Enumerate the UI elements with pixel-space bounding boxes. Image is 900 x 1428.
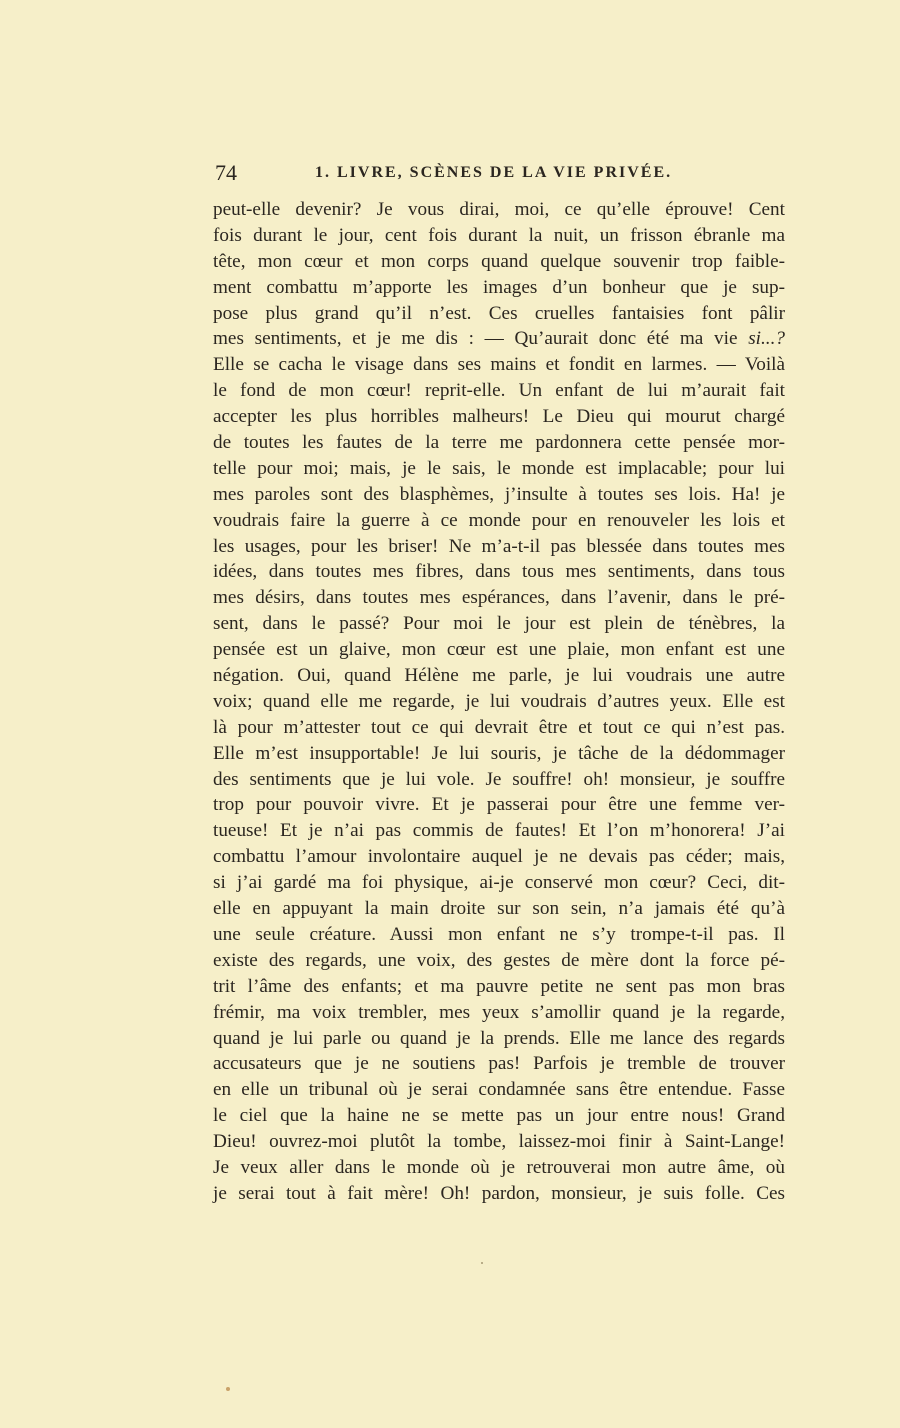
text-line-content: fois durant le jour, cent fois durant la nuit, un frisson ébranle ma [213, 224, 785, 246]
text-line [213, 1155, 785, 1181]
text-line-content: trop pour pouvoir vivre. Et je passerai pour être une femme ver- [213, 794, 785, 816]
text-line [213, 197, 785, 223]
text-line [213, 767, 785, 793]
text-line [213, 948, 785, 974]
text-line [213, 1026, 785, 1052]
text-line-content: combattu l’amour involontaire auquel je ne devais pas céder; mais, [213, 846, 785, 868]
paper-speck [481, 1262, 483, 1264]
text-line-content: les usages, pour les briser! Ne m’a-t-il pas blessée dans toutes mes [213, 535, 785, 557]
text-line [213, 637, 785, 663]
text-line [213, 275, 785, 301]
text-line [213, 818, 785, 844]
text-line [213, 663, 785, 689]
text-line-content: pose plus grand qu’il n’est. Ces cruelles fantaisies font pâlir [213, 302, 785, 324]
text-line [213, 404, 785, 430]
text-line-content: le fond de mon cœur! reprit-elle. Un enfant de lui m’aurait fait [213, 380, 785, 402]
page-number: 74 [215, 160, 237, 185]
italic-text: si...? [748, 328, 785, 350]
text-line [213, 534, 785, 560]
text-line [213, 792, 785, 818]
text-line [213, 1129, 785, 1155]
text-line-content: en elle un tribunal où je serai condamnée sans être entendue. Fasse [213, 1079, 785, 1101]
text-line [213, 249, 785, 275]
text-line [213, 456, 785, 482]
text-line-content: existe des regards, une voix, des gestes de mère dont la force pé- [213, 949, 785, 971]
text-line [213, 585, 785, 611]
text-line-content: accusateurs que je ne soutiens pas! Parfois je tremble de trouver [213, 1053, 785, 1075]
text-line-content: mes paroles sont des blasphèmes, j’insulte à toutes ses lois. Ha! je [213, 483, 785, 505]
text-line-content: Je veux aller dans le monde où je retrouverai mon autre âme, où [213, 1156, 785, 1178]
text-line-content: négation. Oui, quand Hélène me parle, je lui voudrais une autre [213, 665, 785, 687]
text-line-content: Elle m’est insupportable! Je lui souris, je tâche de la dédommager [213, 742, 785, 764]
text-line [213, 974, 785, 1000]
text-line [213, 741, 785, 767]
text-line-content: telle pour moi; mais, je le sais, le monde est implacable; pour lui [213, 457, 785, 479]
text-line [213, 844, 785, 870]
text-line-content: idées, dans toutes mes fibres, dans tous mes sentiments, dans tous [213, 561, 785, 583]
text-line [213, 1077, 785, 1103]
text-line-content: une seule créature. Aussi mon enfant ne s’y trompe-t-il pas. Il [213, 923, 785, 945]
text-line [213, 508, 785, 534]
text-line-content: mes sentiments, et je me dis : — Qu’aurait donc été ma vie [213, 328, 749, 350]
text-line-content: peut-elle devenir? Je vous dirai, moi, ce qu’elle éprouve! Cent [213, 199, 785, 220]
text-line-content: voix; quand elle me regarde, je lui voudrais d’autres yeux. Elle est [213, 690, 785, 712]
text-line-content: mes désirs, dans toutes mes espérances, dans l’avenir, dans le pré- [213, 587, 785, 609]
text-line-content: des sentiments que je lui vole. Je souffre! oh! monsieur, je souffre [213, 768, 785, 790]
running-title: 1. LIVRE, SCÈNES DE LA VIE PRIVÉE. [315, 164, 673, 181]
text-line [213, 1000, 785, 1026]
text-line-content: elle en appuyant la main droite sur son sein, n’a jamais été qu’à [213, 898, 785, 920]
text-line-content: frémir, ma voix trembler, mes yeux s’amollir quand je la regarde, [213, 1001, 785, 1023]
text-line [213, 223, 785, 249]
text-line-content: si j’ai gardé ma foi physique, ai-je conservé mon cœur? Ceci, dit- [213, 872, 785, 894]
text-line-content: quand je lui parle ou quand je la prends. Elle me lance des regards [213, 1027, 785, 1049]
text-line-content: sent, dans le passé? Pour moi le jour est plein de ténèbres, la [213, 613, 785, 635]
paper-stain [226, 1387, 230, 1391]
text-line [213, 1103, 785, 1129]
text-line-content: trit l’âme des enfants; et ma pauvre petite ne sent pas mon bras [213, 975, 785, 997]
text-line-content: Elle se cacha le visage dans ses mains et fondit en larmes. — Voilà [213, 354, 785, 376]
text-line [213, 352, 785, 378]
text-line [213, 482, 785, 508]
text-line [213, 689, 785, 715]
text-line-content: là pour m’attester tout ce qui devrait être et tout ce qui n’est pas. [213, 716, 785, 738]
text-line-content: tueuse! Et je n’ai pas commis de fautes! Et l’on m’honorera! J’ai [213, 820, 785, 842]
text-line-content: le ciel que la haine ne se mette pas un jour entre nous! Grand [213, 1105, 785, 1127]
text-line [213, 378, 785, 404]
text-line [213, 326, 785, 352]
text-line [213, 611, 785, 637]
text-line [213, 301, 785, 327]
text-line-content: de toutes les fautes de la terre me pardonnera cette pensée mor- [213, 432, 785, 454]
text-line [213, 559, 785, 585]
text-line [213, 922, 785, 948]
text-line-content: accepter les plus horribles malheurs! Le Dieu qui mourut chargé [213, 406, 785, 428]
text-line [213, 1181, 785, 1207]
text-line [213, 715, 785, 741]
text-line-content: pensée est un glaive, mon cœur est une plaie, mon enfant est une [213, 639, 785, 661]
text-line-content: je serai tout à fait mère! Oh! pardon, monsieur, je suis folle. Ces [213, 1182, 785, 1204]
text-line [213, 870, 785, 896]
text-line [213, 896, 785, 922]
text-line [213, 1051, 785, 1077]
text-line-content: ment combattu m’apporte les images d’un bonheur que je sup- [213, 276, 785, 298]
text-line-content: tête, mon cœur et mon corps quand quelque souvenir trop faible- [213, 250, 785, 272]
text-line-content: Dieu! ouvrez-moi plutôt la tombe, laissez-moi finir à Saint-Lange! [213, 1131, 785, 1153]
page-body-text [213, 197, 785, 1207]
text-line [213, 430, 785, 456]
page-header [213, 160, 785, 190]
text-line-content: voudrais faire la guerre à ce monde pour en renouveler les lois et [213, 509, 785, 531]
